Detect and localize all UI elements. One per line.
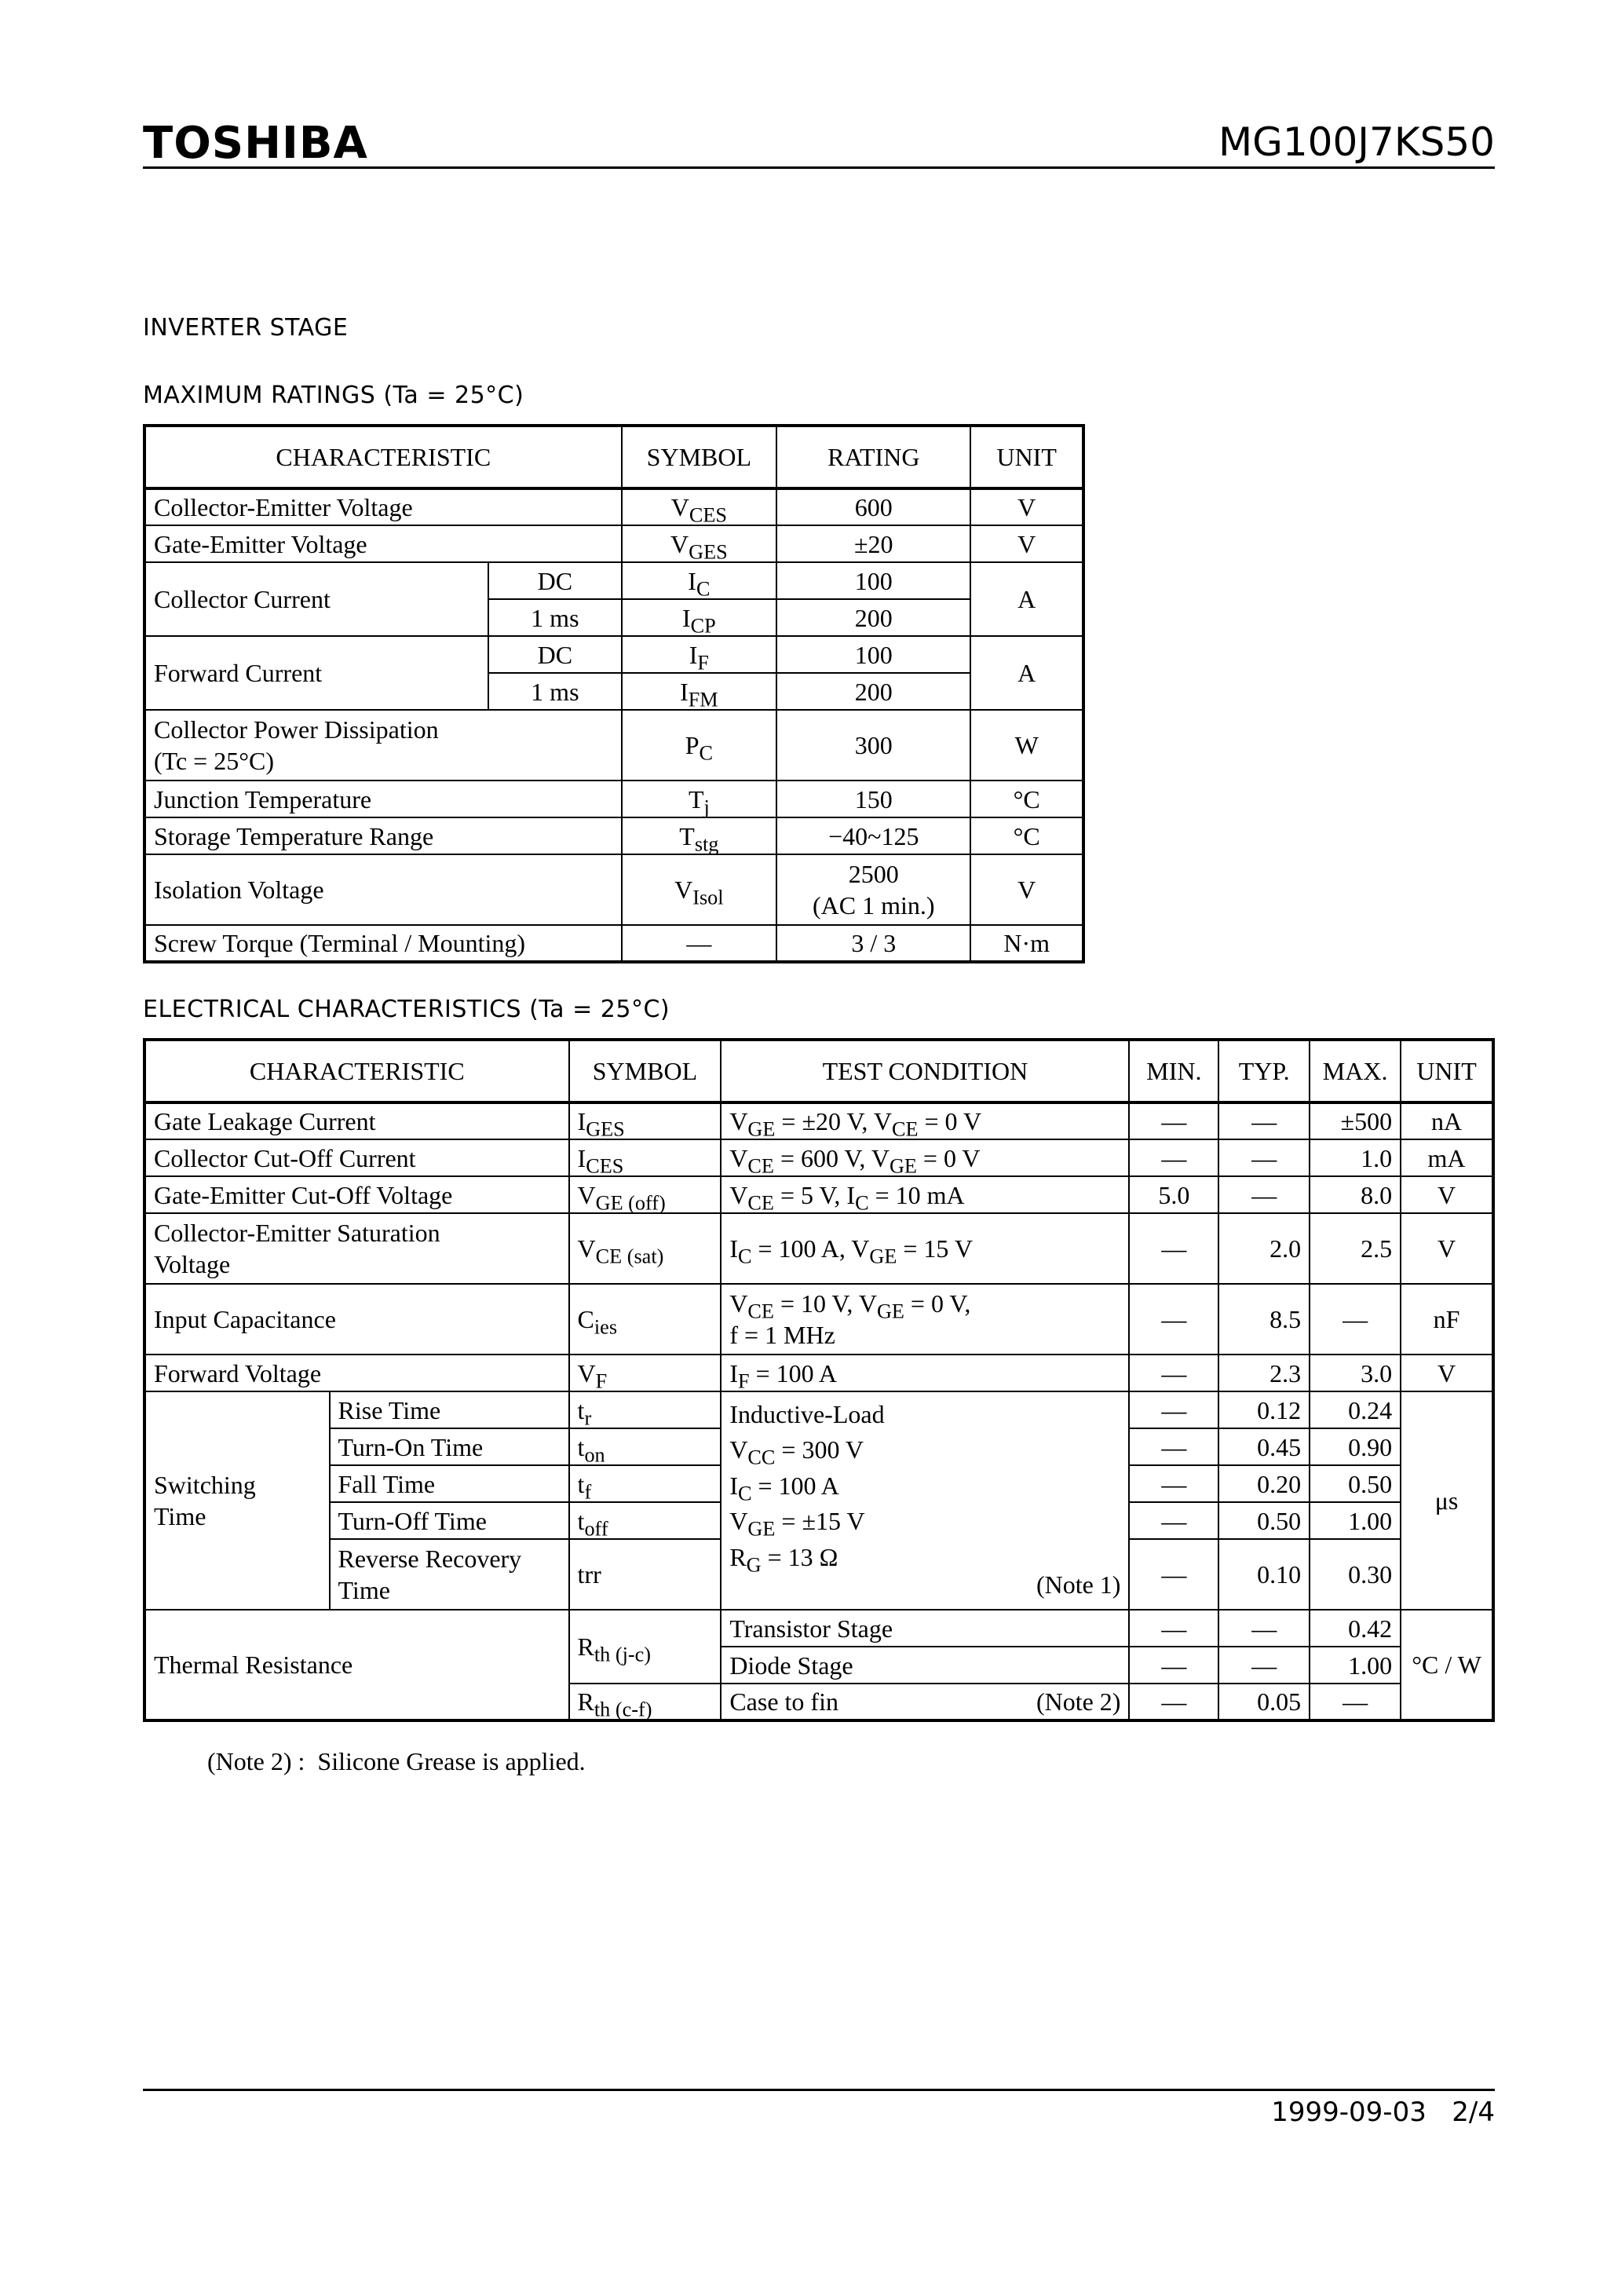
- table-row: [144, 1139, 1493, 1176]
- symbol-cell: $t_f$: [569, 1465, 721, 1502]
- max-cell: —: [1310, 1684, 1401, 1720]
- rating-cell: 600: [776, 488, 970, 525]
- table-row: [144, 1102, 1493, 1139]
- row-label: Reverse Recovery Time: [330, 1539, 569, 1610]
- table-header-row: [144, 1040, 1493, 1102]
- header-max: MAX.: [1310, 1040, 1401, 1102]
- page-number: 2/4: [1452, 2097, 1495, 2128]
- row-label: Collector Power Dissipation (Tc = 25°C): [144, 710, 622, 781]
- min-cell: —: [1129, 1391, 1218, 1428]
- unit-cell: W: [970, 710, 1083, 781]
- condition-cell: Diode Stage: [721, 1647, 1129, 1684]
- table-row: [144, 1391, 1493, 1428]
- condition-cell: 1 ms: [488, 599, 621, 636]
- header-min: MIN.: [1129, 1040, 1218, 1102]
- min-cell: —: [1129, 1139, 1218, 1176]
- rating-cell: 3 / 3: [776, 925, 970, 962]
- max-cell: 3.0: [1310, 1355, 1401, 1391]
- typ-cell: —: [1218, 1102, 1310, 1139]
- symbol-cell: $I_{FM}$: [622, 673, 777, 710]
- header-symbol: SYMBOL: [569, 1040, 721, 1102]
- min-cell: —: [1129, 1355, 1218, 1391]
- min-cell: —: [1129, 1684, 1218, 1720]
- symbol-cell: $I_{CES}$: [569, 1139, 721, 1176]
- unit-cell: nA: [1401, 1102, 1493, 1139]
- symbol-cell: $I_{GES}$: [569, 1102, 721, 1139]
- table-row: [144, 781, 1083, 817]
- table-row: [144, 636, 1083, 673]
- symbol-cell: $I_F$: [622, 636, 777, 673]
- table-row: [144, 854, 1083, 925]
- min-cell: —: [1129, 1284, 1218, 1355]
- max-cell: 0.90: [1310, 1428, 1401, 1465]
- min-cell: 5.0: [1129, 1176, 1218, 1213]
- unit-cell: °C / W: [1401, 1610, 1493, 1720]
- symbol-cell: $V_F$: [569, 1355, 721, 1391]
- typ-cell: —: [1218, 1176, 1310, 1213]
- symbol-cell: $I_C$: [622, 562, 777, 599]
- row-label: Forward Voltage: [144, 1355, 569, 1391]
- max-ratings-table: [143, 424, 1085, 963]
- header-unit: UNIT: [1401, 1040, 1493, 1102]
- row-label: Fall Time: [330, 1465, 569, 1502]
- row-label: Collector Current: [144, 562, 488, 636]
- typ-cell: —: [1218, 1647, 1310, 1684]
- symbol-cell: $t_r$: [569, 1391, 721, 1428]
- unit-cell: °C: [970, 817, 1083, 854]
- group-label: Switching Time: [144, 1391, 330, 1610]
- condition-cell: $V_{CE} = 10$ V, $V_{GE} = 0$ V, f = 1 MHz: [721, 1284, 1129, 1355]
- table-header-row: [144, 426, 1083, 488]
- typ-cell: 0.05: [1218, 1684, 1310, 1720]
- symbol-cell: $R_{th (j-c)}$: [569, 1610, 721, 1684]
- symbol-cell: $T_j$: [622, 781, 777, 817]
- rating-cell: 100: [776, 562, 970, 599]
- header-characteristic: CHARACTERISTIC: [144, 1040, 569, 1102]
- electrical-title: ELECTRICAL CHARACTERISTICS (Ta = 25°C): [143, 996, 670, 1023]
- typ-cell: 2.3: [1218, 1355, 1310, 1391]
- min-cell: —: [1129, 1428, 1218, 1465]
- typ-cell: 0.12: [1218, 1391, 1310, 1428]
- rating-cell: −40~125: [776, 817, 970, 854]
- symbol-cell: $t_{on}$: [569, 1428, 721, 1465]
- header-unit: UNIT: [970, 426, 1083, 488]
- page-footer: [1271, 2097, 1495, 2128]
- symbol-cell: —: [622, 925, 777, 962]
- row-label: Collector Cut-Off Current: [144, 1139, 569, 1176]
- unit-cell: nF: [1401, 1284, 1493, 1355]
- unit-cell: V: [1401, 1355, 1493, 1391]
- brand-logo: TOSHIBA: [143, 118, 368, 169]
- unit-cell: A: [970, 562, 1083, 636]
- unit-cell: N·m: [970, 925, 1083, 962]
- row-label: Input Capacitance: [144, 1284, 569, 1355]
- symbol-cell: $V_{GE (off)}$: [569, 1176, 721, 1213]
- footer-date: 1999-09-03: [1271, 2097, 1427, 2128]
- header-typ: TYP.: [1218, 1040, 1310, 1102]
- min-cell: —: [1129, 1539, 1218, 1610]
- header-characteristic: CHARACTERISTIC: [144, 426, 622, 488]
- condition-cell: $I_C = 100$ A, $V_{GE} = 15$ V: [721, 1213, 1129, 1284]
- condition-cell: Inductive-Load $V_{CC} = 300$ V $I_C = 100$ A $V_{GE} = \pm 15$ V $R_G = 13$ Ω (Note 1): [721, 1391, 1129, 1610]
- symbol-cell: $I_{CP}$: [622, 599, 777, 636]
- min-cell: —: [1129, 1610, 1218, 1647]
- typ-cell: 0.45: [1218, 1428, 1310, 1465]
- typ-cell: —: [1218, 1610, 1310, 1647]
- condition-cell: $I_F = 100$ A: [721, 1355, 1129, 1391]
- max-cell: 8.0: [1310, 1176, 1401, 1213]
- min-cell: —: [1129, 1213, 1218, 1284]
- unit-cell: V: [970, 488, 1083, 525]
- condition-cell: DC: [488, 562, 621, 599]
- typ-cell: —: [1218, 1139, 1310, 1176]
- unit-cell: mA: [1401, 1139, 1493, 1176]
- symbol-cell: $V_{Isol}$: [622, 854, 777, 925]
- min-cell: —: [1129, 1102, 1218, 1139]
- condition-cell: Transistor Stage: [721, 1610, 1129, 1647]
- table-row: [144, 525, 1083, 562]
- min-cell: —: [1129, 1465, 1218, 1502]
- min-cell: —: [1129, 1647, 1218, 1684]
- symbol-cell: $T_{stg}$: [622, 817, 777, 854]
- rating-cell: 200: [776, 599, 970, 636]
- rating-cell: 150: [776, 781, 970, 817]
- typ-cell: 2.0: [1218, 1213, 1310, 1284]
- typ-cell: 0.10: [1218, 1539, 1310, 1610]
- row-label: Thermal Resistance: [144, 1610, 569, 1720]
- symbol-cell: $t_{off}$: [569, 1502, 721, 1539]
- row-label: Storage Temperature Range: [144, 817, 622, 854]
- rating-cell: 2500 (AC 1 min.): [776, 854, 970, 925]
- max-cell: 0.42: [1310, 1610, 1401, 1647]
- max-cell: 0.30: [1310, 1539, 1401, 1610]
- table-row: [144, 562, 1083, 599]
- condition-cell: Case to fin (Note 2): [721, 1684, 1129, 1720]
- max-cell: —: [1310, 1284, 1401, 1355]
- symbol-cell: $C_{ies}$: [569, 1284, 721, 1355]
- max-cell: 2.5: [1310, 1213, 1401, 1284]
- min-cell: —: [1129, 1502, 1218, 1539]
- row-label: Turn-On Time: [330, 1428, 569, 1465]
- typ-cell: 8.5: [1218, 1284, 1310, 1355]
- symbol-cell: trr: [569, 1539, 721, 1610]
- table-row: [144, 488, 1083, 525]
- table-row: [144, 925, 1083, 962]
- row-label: Gate-Emitter Voltage: [144, 525, 622, 562]
- row-label: Gate Leakage Current: [144, 1102, 569, 1139]
- max-ratings-title: MAXIMUM RATINGS (Ta = 25°C): [143, 382, 524, 409]
- symbol-cell: $V_{CE (sat)}$: [569, 1213, 721, 1284]
- condition-cell: $V_{GE} = \pm 20$ V, $V_{CE} = 0$ V: [721, 1102, 1129, 1139]
- unit-cell: V: [1401, 1213, 1493, 1284]
- unit-cell: °C: [970, 781, 1083, 817]
- unit-cell: V: [970, 854, 1083, 925]
- unit-cell: V: [970, 525, 1083, 562]
- row-label: Forward Current: [144, 636, 488, 710]
- row-label: Screw Torque (Terminal / Mounting): [144, 925, 622, 962]
- table-row: [144, 710, 1083, 781]
- rating-cell: 300: [776, 710, 970, 781]
- part-number: MG100J7KS50: [1218, 119, 1495, 165]
- unit-cell: A: [970, 636, 1083, 710]
- section-title: INVERTER STAGE: [143, 314, 349, 342]
- row-label: Collector-Emitter Saturation Voltage: [144, 1213, 569, 1284]
- row-label: Gate-Emitter Cut-Off Voltage: [144, 1176, 569, 1213]
- max-cell: 1.0: [1310, 1139, 1401, 1176]
- table-row: [144, 1213, 1493, 1284]
- unit-cell: μs: [1401, 1391, 1493, 1610]
- row-label: Turn-Off Time: [330, 1502, 569, 1539]
- rating-cell: ±20: [776, 525, 970, 562]
- header-test-condition: TEST CONDITION: [721, 1040, 1129, 1102]
- typ-cell: 0.20: [1218, 1465, 1310, 1502]
- symbol-cell: $V_{GES}$: [622, 525, 777, 562]
- max-cell: 0.24: [1310, 1391, 1401, 1428]
- max-cell: 1.00: [1310, 1647, 1401, 1684]
- condition-cell: DC: [488, 636, 621, 673]
- condition-cell: 1 ms: [488, 673, 621, 710]
- rating-cell: 100: [776, 636, 970, 673]
- table-row: [144, 1355, 1493, 1391]
- row-label: Junction Temperature: [144, 781, 622, 817]
- condition-cell: $V_{CE} = 5$ V, $I_C = 10$ mA: [721, 1176, 1129, 1213]
- rating-cell: 200: [776, 673, 970, 710]
- symbol-cell: $P_C$: [622, 710, 777, 781]
- table-row: [144, 1284, 1493, 1355]
- max-cell: 0.50: [1310, 1465, 1401, 1502]
- typ-cell: 0.50: [1218, 1502, 1310, 1539]
- unit-cell: V: [1401, 1176, 1493, 1213]
- page-header: [143, 110, 1495, 169]
- table-row: [144, 817, 1083, 854]
- symbol-cell: $V_{CES}$: [622, 488, 777, 525]
- table-row: [144, 1176, 1493, 1213]
- table-row: [144, 1610, 1493, 1647]
- header-symbol: SYMBOL: [622, 426, 777, 488]
- row-label: Rise Time: [330, 1391, 569, 1428]
- header-rating: RATING: [776, 426, 970, 488]
- footnote: (Note 2) : Silicone Grease is applied.: [207, 1747, 586, 1775]
- footer-divider: [143, 2089, 1495, 2091]
- condition-cell: $V_{CE} = 600$ V, $V_{GE} = 0$ V: [721, 1139, 1129, 1176]
- row-label: Isolation Voltage: [144, 854, 622, 925]
- symbol-cell: $R_{th (c-f)}$: [569, 1684, 721, 1720]
- row-label: Collector-Emitter Voltage: [144, 488, 622, 525]
- max-cell: 1.00: [1310, 1502, 1401, 1539]
- electrical-characteristics-table: [143, 1038, 1495, 1722]
- max-cell: ±500: [1310, 1102, 1401, 1139]
